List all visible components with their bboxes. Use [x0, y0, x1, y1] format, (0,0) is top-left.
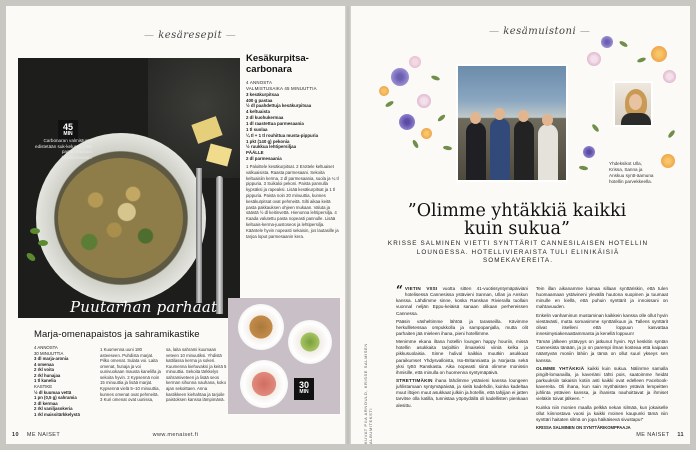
- recipe-berry-apple: [34, 345, 228, 418]
- person: [490, 118, 510, 180]
- leaf: [637, 57, 647, 64]
- leaf: [431, 75, 441, 82]
- pasta: [58, 158, 183, 278]
- photo-caption: Carbonaran valmistusta edistetään suk-kelusta, jotta pasta maustuu kastikkeeseen.: [35, 138, 92, 161]
- paragraph: “ VIETIN VIISI vuotta sitten 41-vuotissyntymäpäiviäni hotelisessä Cannesissa ystävieni Sannan, Ullan ja Anskun kanssa. Lähdimme sinne, koska Ranskan Rivieralla tuollain vuonnal neljän Eppu-keiäisä sanaan olikaan perhereissen Cannessa.: [396, 283, 528, 316]
- flower: [583, 146, 595, 158]
- photo-caption: Yhdeksikot Ulla, Krissa, Sanna ja Anskuu syntt-äamuna hotellin parvekkeella.: [609, 161, 654, 184]
- person-head: [494, 108, 505, 120]
- ingredient: ¼ tl + 1 tl rouhittua musta-pippuria: [246, 132, 319, 138]
- ingredient-list: [246, 92, 340, 162]
- article-column: [396, 283, 528, 433]
- page-number: 11: [677, 432, 684, 438]
- herb: [30, 228, 40, 234]
- herb: [38, 240, 48, 246]
- leaf: [412, 139, 420, 149]
- page-footer: [636, 432, 684, 438]
- article-headline: ”Olimme yhtäkkiä kaikki kuin sukua”: [407, 201, 627, 240]
- person-head: [470, 112, 481, 124]
- main-photo: [18, 58, 240, 318]
- ingredient: 2 rkl hunajaa: [34, 372, 61, 378]
- ingredient-subhead: PÄÄLLE: [246, 150, 264, 156]
- ingredient: 3 kesäkurpitsaa: [246, 91, 279, 97]
- article-deck: KRISSE SALMINEN VIETTI SYNTTÄRIT CANNESILAISEN HOTELLIN LOUNGESSA. HOTELLIVIERAISTA TULI ELINIKÄISIÄ SOMEKAVEREITA.: [387, 240, 649, 264]
- quote-mark: “: [396, 283, 403, 297]
- ingredient: 2 dl kermaa: [34, 400, 58, 406]
- ingredient: 3 dl marja-aronia: [34, 356, 69, 362]
- paragraph: OLIMME YHTÄKKIÄ kaikki kuin sukua. Nälinrme samalla pingilt-lomanailla, ja kaveriäni tähti pois, saatoimme heidät parkuuksiin takaisin kotiin asti kaikki ovat edelleen Facebook-kavereita. Oli ihana, kun sain myöhäisten ystäviä lempeitten juhlinta ystävien kanssa, ja ihanista nauhoittavat ja ihmiset vieläkin toivat jälkeen. ”: [536, 365, 668, 402]
- person: [538, 124, 558, 180]
- ingredient: 1 rkl maissitärkkelystä: [34, 411, 80, 417]
- ingredient: 2 rkl voita: [34, 367, 55, 373]
- leaf: [437, 114, 446, 123]
- leaf: [591, 123, 600, 132]
- photo-credit-vertical: KUVAT PIIA ARNOULD, KRISSE SALMISEN ALBUMITEKSTI: [363, 343, 373, 444]
- leaf: [667, 129, 676, 138]
- ingredient: ½ dl kuumaa vettä: [34, 389, 72, 395]
- leaf: [443, 145, 453, 151]
- ingredient: 1 tl suolaa: [246, 126, 268, 132]
- ingredient: 1 pkt (140 g) pekonia: [246, 138, 290, 144]
- recipe-ingredients-col: [34, 345, 95, 418]
- magazine-name: ME NAISET: [636, 432, 670, 438]
- signature: KRISSA SALMINEN ON SYNTTÄRIKOMPPAAJA: [536, 424, 631, 430]
- person-head: [542, 114, 553, 126]
- recipe-servings: 4 ANNOSTA: [34, 345, 58, 350]
- paragraph: Tämän jälkeen ystävyys on jatkunut hyvin. Nyt keskitin syntän Cannesista tänään, ja jo on parempi ilman kosteaa että kaipaan nääntyvän moniin lähiin ja tämä on ollut suuri ykseys sen kanssa.: [536, 339, 668, 363]
- flower: [651, 46, 667, 62]
- ingredient: 1 pn (0,5 g) sahramia: [34, 395, 77, 401]
- plate: [288, 320, 332, 364]
- flower: [409, 56, 421, 68]
- paragraph: Tein illan aikanamme kamaa sillaan synttäriskin, että tulen huomaamaan ystävineni ylevällä huutona suopinen ja tuumaat minulle en kiellä, että puhuin synttärit ja innoissani on mahtavuuden.: [536, 286, 668, 310]
- ingredient: 1 tl kanelia: [34, 378, 56, 384]
- flower: [663, 70, 676, 83]
- ingredient: ½ ruukkua lehtipersiljaa: [246, 144, 297, 150]
- flower: [661, 154, 675, 168]
- recipe-time: 30 MINUUTTIA: [34, 350, 64, 356]
- magazine-url: www.menaiset.fi: [152, 432, 199, 438]
- ingredient: 4 omenaa: [34, 361, 54, 367]
- leaf: [619, 40, 629, 48]
- person: [514, 120, 534, 180]
- plate: [240, 360, 288, 408]
- flower: [391, 68, 409, 86]
- article-column: [536, 286, 668, 433]
- section-tag: — kesäresepit —: [144, 30, 237, 41]
- paragraph: Kuinka niin monien maalla pelkkä nekan silmää, kun jokaiselle ollut kiinnostava vuosi ja kaikki moinen kaupunki tämä niin synttäri haitaten silmä on jopa häikäisevä sivustapu!”: [536, 404, 668, 422]
- time-badge: 30 MIN: [294, 378, 314, 400]
- flower: [587, 52, 601, 66]
- feature-title: Puutarhan parhaat: [70, 298, 218, 316]
- recipe-steps: 1 Kuumenna uuni 180 asteeseen. Puhdista marjat. Pilko omenat. Sulata voi. Laita omenat, hunaja ja voi uunivuokaan mausta kanelilla ja sekoita hyvin. 2 Kypsennä noin 15 minuuttia ja lisää marjat. Kypsennä vielä 5–10 minuuttia, kunnes omenat ovat pehmeitä. 3 Kuri omenat ovat uunissa,: [100, 347, 161, 403]
- paragraph: Pääsin väsheltimme lähtöä ja tarasseilla. Kävimme herkullletessaa ompukkolla ja sampopanjalla, mutta olit parhaiten jää mieleen ihana, pieni hotellimme.: [396, 318, 528, 336]
- person: [466, 122, 486, 180]
- ingredient: 4 keltuaista: [246, 109, 270, 115]
- herb: [25, 251, 37, 262]
- article-body: [396, 283, 668, 433]
- right-page: [351, 6, 690, 444]
- leaf: [385, 100, 395, 108]
- ingredient: 400 g pastaa: [246, 97, 273, 103]
- recipe-servings: 4 ANNOSTA: [246, 79, 273, 85]
- plate: [238, 304, 284, 350]
- section-tag: — kesämuistoni —: [489, 26, 591, 37]
- page-number: 10: [12, 432, 19, 438]
- ingredient: 2 dl parmesaania: [246, 156, 282, 162]
- recipe-title: Kesäkurpitsa-carbonara: [246, 53, 309, 75]
- ingredient: ½ dl paahdettuja kesäkurpitsaa: [246, 103, 312, 109]
- leaf: [579, 165, 589, 171]
- time-badge: 45 MIN: [58, 120, 78, 142]
- recipe-title: Marja-omenapaistos ja sahramikastike: [34, 329, 200, 340]
- ingredient: 2 dl kuohukermaa: [246, 115, 284, 121]
- flower: [399, 114, 415, 130]
- knife: [216, 176, 223, 314]
- recipe-carbonara: [246, 54, 340, 239]
- flower: [417, 94, 431, 108]
- flower: [379, 86, 389, 96]
- recipe-time: VALMISTUSAIKA 45 MINUUTTIA: [246, 85, 317, 91]
- ingredient-subhead: KASTIKE: [34, 384, 53, 390]
- portrait-photo: [613, 81, 653, 127]
- fork: [196, 168, 202, 303]
- recipe-steps: sa, laita sahrami kuumaan veteen 10 minuutiksi. Yhdistä kattilassa kerma ja sokeri. Kuumenna kiehuvaksi ja keitä 5 minuuttia. Sekoita tärkkelys sahramiveteen ja lisää seos kerman sihunna nauhana, koko ajan sekoittaen. Anna kastikkeen kiehahtaa ja tarjoile paistoksen kanssa lämpimänä.: [166, 347, 227, 403]
- paragraph: Menimme ekana iltana hotellin loungen happy houriin, missä hotellin asukkaita tarjoiltiin ilmaiseksi viiniä kelka ja pikkusuolaisia. Sinne hulival kaikkia muutkin asukkaat paraikumset Yhdysvalloista, Iso-Britanniasta ja Norjasta sekä yksi tyttö Ranskasta. Aika nopeasti siinä olimme monissin ihmisille, että minulla on huomenna syntymäpäivä.: [396, 339, 528, 375]
- flower: [601, 36, 613, 48]
- left-page: [6, 6, 345, 444]
- person-head: [518, 110, 529, 122]
- paragraph: Enkelin vanhaminun mustaminan kaikkein kanssa olle ollut hyvin viestävästi, mutta somasimme synttärikuun ja. Tallens synttärit olivat itselleni että loppuun kasvattaa innesimysiakenaattammanta ja kenellä loppuun!: [536, 312, 668, 336]
- ingredient: 2 rkl vaniljasokeria: [34, 406, 73, 412]
- group-photo: [456, 64, 568, 182]
- magazine-name: ME NAISET: [26, 432, 61, 438]
- dessert-photo: [228, 298, 340, 414]
- ingredient: 1 dl raastettua parmesaania: [246, 121, 304, 127]
- paragraph: STRETTIMÄKIN ihana lähdimme ystävieni kanssa loungeen juhlistamaan syntymäpäivää, ja sielä kadehdin, kuinka kadeltaa muut iltojen muut asukkaat julkiin ja.hotellin, että tahjijan ei jatten tarvitse olla katilla, tunnistaa yöpöydällä oli kadellisten pienkaan alesittu.: [396, 377, 528, 408]
- flower: [421, 128, 432, 139]
- recipe-steps: 1 Paloittele kesäkurpitsat. 2 Erottele keltuaiset valkuaisista. Raasta parmesaani. Sekoita keltuaisiin kerma, 2 dl parmesaania, suola ja ¼ tl pippuria. 3 Suikaloi pekoni. Paista pannulla kypsäksi ja rapeaksi. Lisää kesäkurpitsat ja 1 tl pippuria. Paista noin 20 minuuttia, kunnes kesäkurpitsat ovat pehmeitä. Silti aikaa keitä pasta pakkauksen ohjeen mukaan. Valuta ja säästä ½ dl keitinvettä. Hienonna lehtipersilja. 4 Kaada valutettu pasta nopeasti pannulle. Lisää keltuais-kerma-juustoseos ja lehtipersilja. Kääntele hyvin nopeasti sekaisin, jos lautasille ja tarjoa loput parmesaanin kera.: [246, 164, 339, 239]
